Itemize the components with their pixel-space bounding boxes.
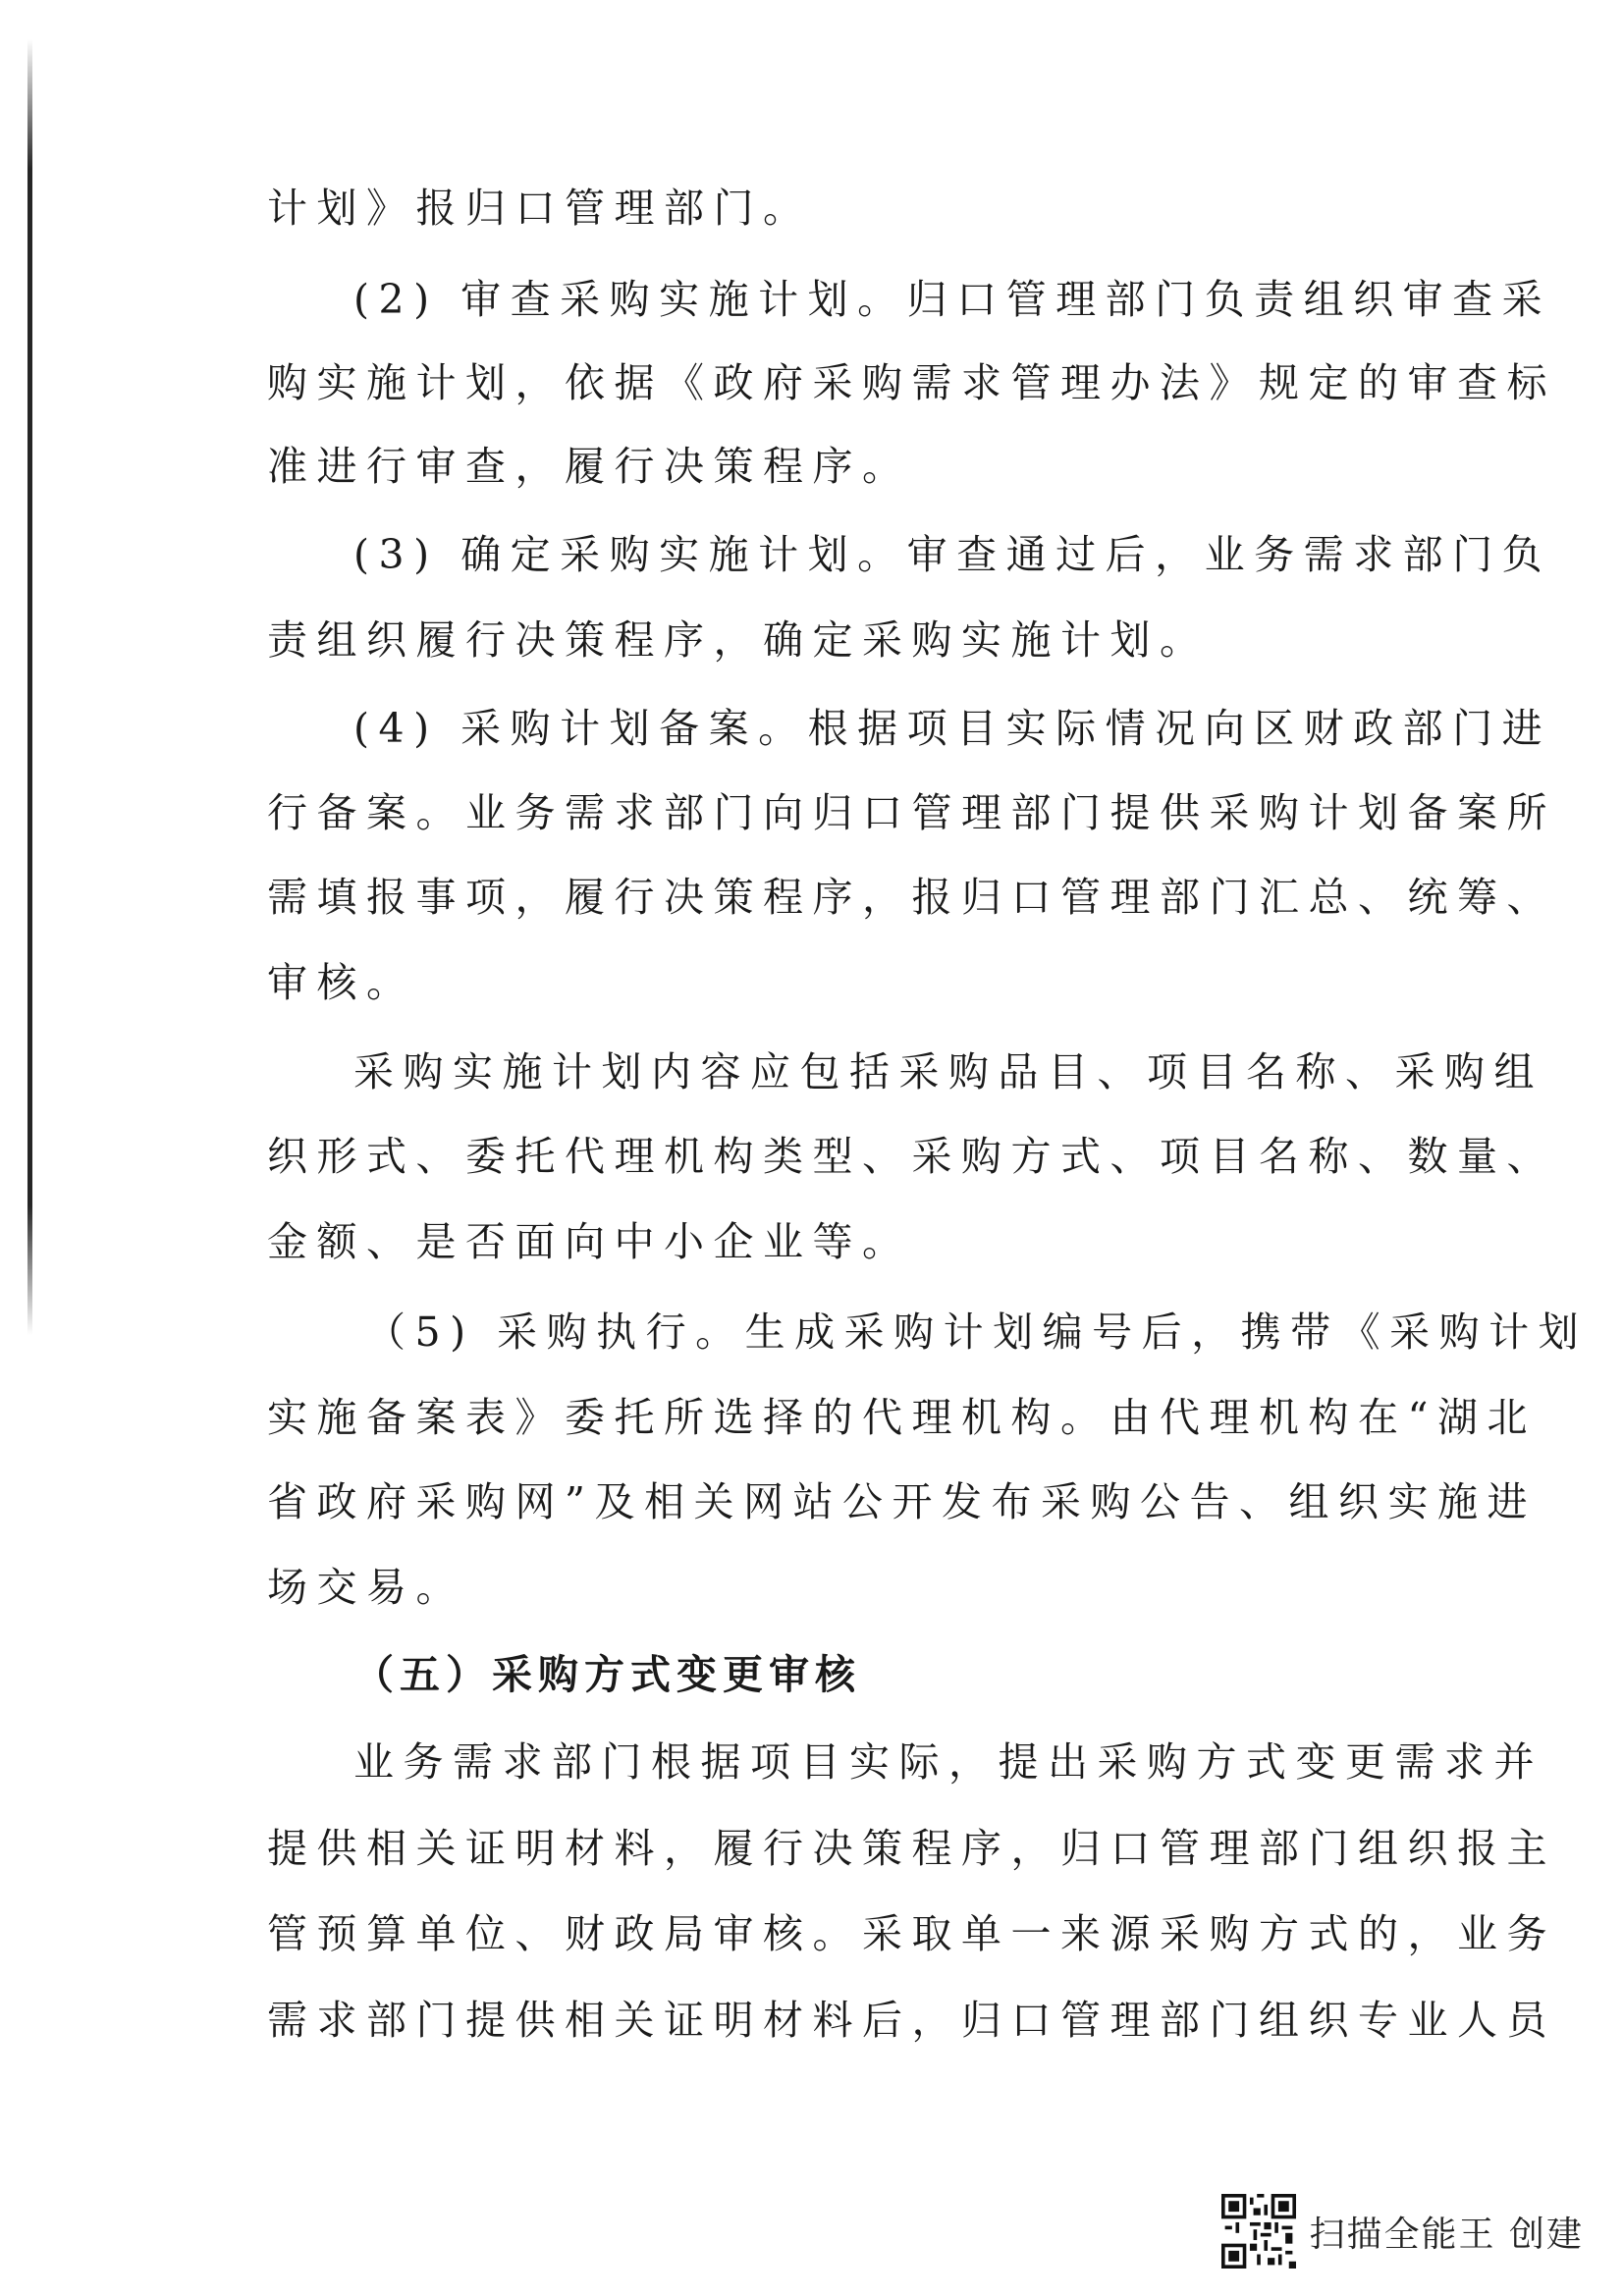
text-line: 责组织履行决策程序，确定采购实施计划。 (267, 616, 1210, 664)
text-line: 织形式、委托代理机构类型、采购方式、项目名称、数量、 (267, 1133, 1556, 1180)
qr-code-icon (1221, 2194, 1296, 2269)
scanner-watermark (1221, 2190, 1584, 2272)
text-line: 管预算单位、财政局审核。采取单一来源采购方式的，业务 (267, 1910, 1556, 1957)
text-line: 提供相关证明材料，履行决策程序，归口管理部门组织报主 (267, 1825, 1556, 1872)
text-line: 业务需求部门根据项目实际，提出采购方式变更需求并 (353, 1738, 1543, 1786)
text-line: (2) 审查采购实施计划。归口管理部门负责组织审查采 (353, 276, 1552, 323)
text-line: 实施备案表》委托所选择的代理机构。由代理机构在“湖北 (267, 1394, 1537, 1441)
text-line: 金额、是否面向中小企业等。 (267, 1218, 912, 1265)
text-line: 采购实施计划内容应包括采购品目、项目名称、采购组 (353, 1048, 1543, 1095)
section-heading: （五）采购方式变更审核 (353, 1651, 861, 1698)
text-line: 行备案。业务需求部门向归口管理部门提供采购计划备案所 (267, 789, 1556, 836)
text-line: 省政府采购网”及相关网站公开发布采购公告、组织实施进 (267, 1478, 1537, 1525)
text-line: 需填报事项，履行决策程序，报归口管理部门汇总、统筹、 (267, 874, 1556, 921)
text-line: 审核。 (267, 959, 416, 1006)
scanner-app-label: 扫描全能王 创建 (1309, 2214, 1584, 2255)
text-line: 准进行审查，履行决策程序。 (267, 443, 912, 490)
text-line: (3) 确定采购实施计划。审查通过后，业务需求部门负 (353, 531, 1552, 578)
text-line: 场交易。 (267, 1564, 465, 1611)
text-line: （5) 采购执行。生成采购计划编号后，携带《采购计划 (365, 1308, 1589, 1356)
text-line: (4) 采购计划备案。根据项目实际情况向区财政部门进 (353, 705, 1552, 752)
text-line: 计划》报归口管理部门。 (267, 185, 813, 232)
text-line: 购实施计划，依据《政府采购需求管理办法》规定的审查标 (267, 359, 1556, 406)
text-line: 需求部门提供相关证明材料后，归口管理部门组织专业人员 (267, 1997, 1556, 2044)
scan-edge-shadow (27, 39, 32, 1335)
